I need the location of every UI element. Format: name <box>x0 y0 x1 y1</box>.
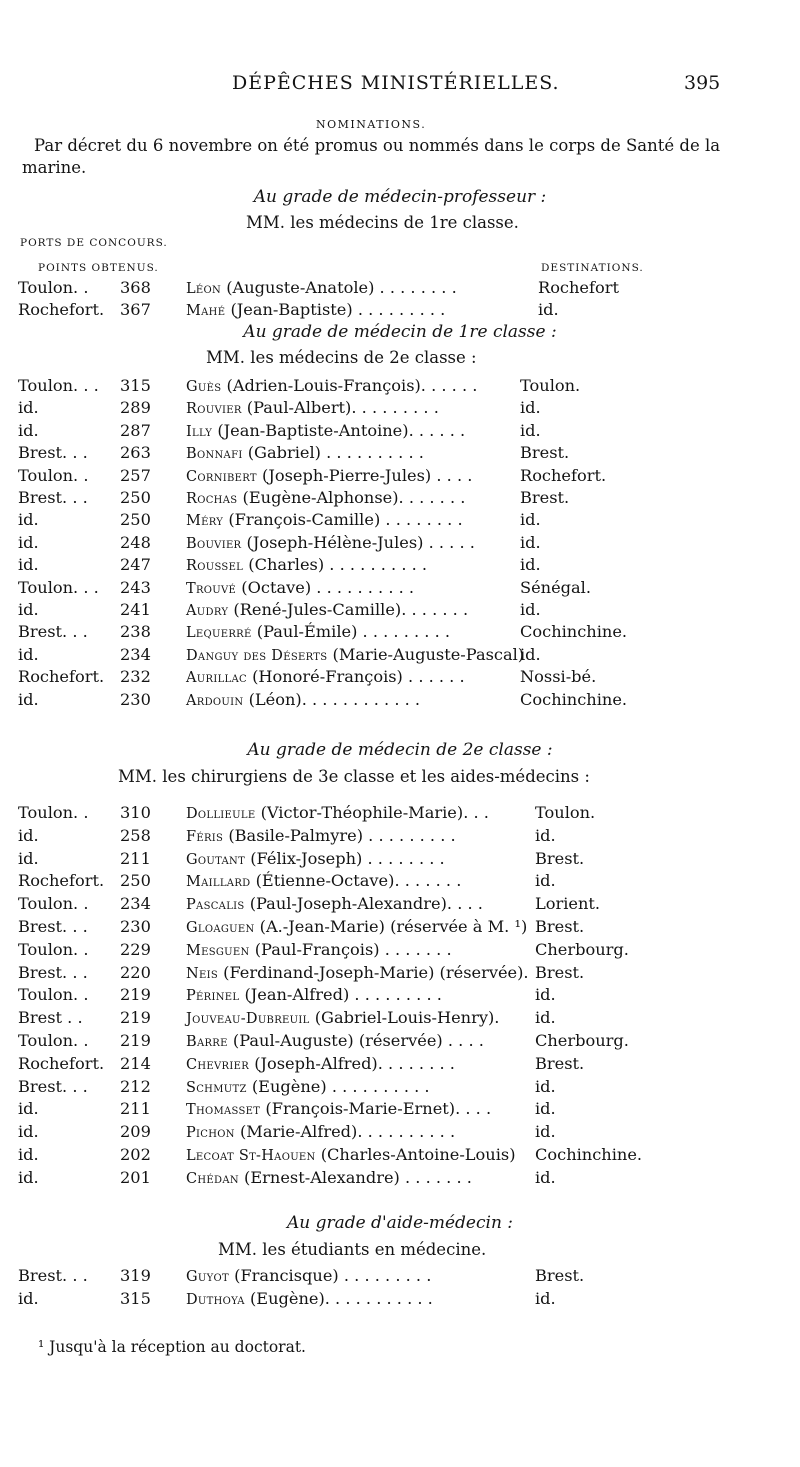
nomination-row <box>18 849 778 871</box>
nomination-row <box>18 1008 778 1030</box>
destination: Brest. <box>535 848 585 868</box>
given-names: (Joseph-Pierre-Jules) . . . . <box>256 465 473 485</box>
column-header-destinations: DESTINATIONS. <box>541 262 644 274</box>
grade-subheading: MM. les étudiants en médecine. <box>218 1240 487 1259</box>
destination: Lorient. <box>535 894 601 914</box>
points-obtained: 263 <box>120 443 151 463</box>
destination: id. <box>535 1288 556 1308</box>
points-obtained: 319 <box>120 1266 151 1285</box>
destination: id. <box>535 985 556 1005</box>
nomination-row <box>18 871 778 893</box>
destination: Rochefort. <box>520 465 607 485</box>
physician-name <box>186 940 452 959</box>
destination: id. <box>535 1167 556 1187</box>
grade-subheading: MM. les médecins de 1re classe. <box>246 213 519 232</box>
physician-name <box>186 1168 472 1187</box>
nomination-row <box>18 963 778 985</box>
nomination-row <box>18 600 778 622</box>
surname: Danguy des Déserts <box>186 647 328 664</box>
given-names: (Adrien-Louis-François). . . . . . <box>221 376 478 395</box>
physician-name <box>186 622 450 641</box>
points-obtained: 248 <box>120 532 151 552</box>
given-names: (François-Marie-Ernet). . . . <box>260 1099 492 1119</box>
grade-heading: Au grade de médecin de 2e classe : <box>247 740 553 760</box>
points-obtained: 211 <box>120 848 151 868</box>
given-names: (Victor-Théophile-Marie). . . <box>255 803 489 822</box>
physician-name <box>186 488 465 507</box>
port-of-competition: id. <box>18 644 39 664</box>
nomination-row <box>18 622 778 644</box>
points-obtained: 230 <box>120 689 151 709</box>
port-of-competition: Toulon. . <box>18 939 89 959</box>
surname: Rochas <box>186 491 238 507</box>
points-obtained: 367 <box>120 300 151 319</box>
destination: id. <box>520 644 541 664</box>
surname: Thomasset <box>186 1102 261 1119</box>
points-obtained: 247 <box>120 555 151 575</box>
port-of-competition: id. <box>18 600 39 619</box>
given-names: (Francisque) . . . . . . . . . <box>228 1266 432 1285</box>
surname: Méry <box>186 513 224 530</box>
destination: id. <box>535 825 556 845</box>
physician-name <box>186 555 427 574</box>
physician-name <box>186 985 442 1004</box>
surname: Schmutz <box>186 1079 247 1096</box>
column-header-ports: PORTS DE CONCOURS. <box>20 237 168 249</box>
physician-name <box>186 1122 455 1141</box>
destination: Cochinchine. <box>535 1145 643 1164</box>
surname: Audry <box>186 603 229 619</box>
nomination-row <box>18 510 778 532</box>
port-of-competition: Toulon. . . <box>18 577 99 597</box>
port-of-competition: Toulon. . <box>18 985 89 1005</box>
points-obtained: 219 <box>120 1008 151 1028</box>
destination: Brest. <box>535 1053 585 1073</box>
physician-name <box>186 510 463 529</box>
physician-name <box>186 645 524 664</box>
port-of-competition: Toulon. . . <box>18 376 99 395</box>
grade-subheading: MM. les chirurgiens de 3e classe et les aides-médecins : <box>118 767 590 786</box>
surname: Gloaguen <box>186 920 255 936</box>
port-of-competition: Rochefort. <box>18 667 105 687</box>
nomination-row <box>18 488 778 510</box>
given-names: (Jean-Alfred) . . . . . . . . . <box>239 985 442 1005</box>
destination: id. <box>535 1099 556 1119</box>
port-of-competition: Brest. . . <box>18 488 88 507</box>
physician-name <box>186 376 477 395</box>
given-names: (Octave) . . . . . . . . . . <box>236 577 415 597</box>
points-obtained: 315 <box>120 376 151 395</box>
physician-name <box>186 894 483 913</box>
surname: Chédan <box>186 1170 239 1187</box>
nomination-row <box>18 533 778 555</box>
nomination-row <box>18 578 778 600</box>
footnote: ¹ Jusqu'à la réception au doctorat. <box>38 1338 306 1356</box>
port-of-competition: Rochefort. <box>18 300 105 319</box>
port-of-competition: id. <box>18 1122 39 1142</box>
nomination-row <box>18 398 778 420</box>
nomination-row <box>18 1289 778 1311</box>
surname: Bouvier <box>186 535 242 552</box>
port-of-competition: Brest. . . <box>18 443 88 463</box>
destination: Toulon. <box>535 803 596 822</box>
destination: Brest. <box>535 917 585 936</box>
port-of-competition: id. <box>18 420 39 440</box>
destination: Nossi-bé. <box>520 667 597 687</box>
points-obtained: 230 <box>120 917 151 936</box>
destination: id. <box>520 420 541 440</box>
surname: Lequerré <box>186 625 252 642</box>
given-names: (Ferdinand-Joseph-Marie) (réservée). <box>218 962 529 982</box>
column-header-points: POINTS OBTENUS. <box>38 262 159 274</box>
surname: Mahé <box>186 303 226 319</box>
given-names: (François-Camille) . . . . . . . . <box>223 510 463 530</box>
destination: Brest. <box>535 962 585 982</box>
nomination-row <box>18 1031 778 1053</box>
physician-name <box>186 963 529 982</box>
given-names: (Ernest-Alexandre) . . . . . . . <box>238 1167 472 1187</box>
physician-name <box>186 1099 491 1118</box>
destination: id. <box>535 871 556 891</box>
given-names: (Léon). . . . . . . . . . . . <box>243 689 421 709</box>
physician-name <box>186 1031 484 1050</box>
destination: Cherbourg. <box>535 1031 629 1050</box>
physician-name <box>186 803 489 822</box>
points-obtained: 238 <box>120 622 151 642</box>
points-obtained: 250 <box>120 871 151 891</box>
nomination-row <box>18 894 778 916</box>
destination: id. <box>535 1122 556 1142</box>
physician-name <box>186 1289 433 1308</box>
points-obtained: 243 <box>120 577 151 597</box>
surname: Chevrier <box>186 1056 250 1073</box>
points-obtained: 258 <box>120 825 151 845</box>
nomination-row <box>18 645 778 667</box>
port-of-competition: id. <box>18 510 39 530</box>
given-names: (Félix-Joseph) . . . . . . . . <box>245 848 445 868</box>
port-of-competition: Toulon. . <box>18 278 89 297</box>
given-names: (Charles-Antoine-Louis) <box>315 1145 516 1164</box>
points-obtained: 257 <box>120 465 151 485</box>
points-obtained: 219 <box>120 1031 151 1050</box>
destination: Cochinchine. <box>520 622 628 642</box>
given-names: (Eugène). . . . . . . . . . . <box>244 1288 433 1308</box>
given-names: (Paul-Joseph-Alexandre). . . . <box>244 894 483 914</box>
surname: Maillard <box>186 874 251 891</box>
given-names: (Eugène) . . . . . . . . . . <box>246 1076 430 1096</box>
nomination-row <box>18 1077 778 1099</box>
port-of-competition: id. <box>18 825 39 845</box>
surname: Guyot <box>186 1269 229 1285</box>
points-obtained: 209 <box>120 1122 151 1142</box>
nomination-row <box>18 690 778 712</box>
physician-name <box>186 466 472 485</box>
points-obtained: 250 <box>120 510 151 530</box>
port-of-competition: Brest. . . <box>18 917 88 936</box>
physician-name <box>186 398 439 417</box>
port-of-competition: Brest . . <box>18 1008 83 1028</box>
destination: Brest. <box>535 1266 585 1285</box>
destination: id. <box>535 1076 556 1096</box>
surname: Illy <box>186 423 213 440</box>
nomination-row <box>18 940 778 962</box>
nomination-row <box>18 466 778 488</box>
port-of-competition: Rochefort. <box>18 1053 105 1073</box>
nomination-row <box>18 826 778 848</box>
physician-name <box>186 533 475 552</box>
physician-name <box>186 1008 499 1027</box>
destination: id. <box>520 398 541 418</box>
surname: Neis <box>186 965 218 982</box>
physician-name <box>186 600 468 619</box>
port-of-competition: id. <box>18 532 39 552</box>
surname: Bonnafi <box>186 446 243 463</box>
points-obtained: 250 <box>120 488 151 507</box>
port-of-competition: Brest. . . <box>18 1266 88 1285</box>
given-names: (Gabriel-Louis-Henry). <box>309 1008 500 1028</box>
physician-name <box>186 917 527 936</box>
surname: Duthoya <box>186 1291 245 1308</box>
surname: Goutant <box>186 851 246 868</box>
port-of-competition: id. <box>18 1099 39 1119</box>
destination: Rochefort <box>538 278 619 297</box>
points-obtained: 310 <box>120 803 151 822</box>
destination: Sénégal. <box>520 577 592 597</box>
port-of-competition: id. <box>18 848 39 868</box>
surname: Mesguen <box>186 942 250 959</box>
points-obtained: 211 <box>120 1099 151 1119</box>
port-of-competition: id. <box>18 689 39 709</box>
nomination-row <box>18 278 778 300</box>
given-names: (Joseph-Hélène-Jules) . . . . . <box>241 532 475 552</box>
surname: Rouvier <box>186 401 242 418</box>
surname: Ardouin <box>186 692 244 709</box>
destination: id. <box>538 300 559 319</box>
given-names: (Jean-Baptiste-Antoine). . . . . . <box>212 420 466 440</box>
destination: Brest. <box>520 443 570 463</box>
given-names: (Jean-Baptiste) . . . . . . . . . <box>225 300 446 319</box>
surname: Pichon <box>186 1125 235 1142</box>
port-of-competition: id. <box>18 555 39 575</box>
grade-subheading: MM. les médecins de 2e classe : <box>206 348 477 367</box>
given-names: (Eugène-Alphonse). . . . . . . <box>237 488 466 507</box>
physician-name <box>186 1145 516 1164</box>
given-names: (Honoré-François) . . . . . . <box>246 667 465 687</box>
nomination-row <box>18 1266 778 1288</box>
physician-name <box>186 1054 455 1073</box>
destination: Brest. <box>520 488 570 507</box>
running-title: DÉPÊCHES MINISTÉRIELLES. <box>232 72 560 94</box>
physician-name <box>186 690 420 709</box>
port-of-competition: Brest. . . <box>18 962 88 982</box>
given-names: (A.-Jean-Marie) (réservée à M. ¹) <box>254 917 528 936</box>
surname: Trouvé <box>186 580 237 597</box>
nomination-row <box>18 421 778 443</box>
points-obtained: 212 <box>120 1076 151 1096</box>
destination: id. <box>520 600 541 619</box>
surname: Cornibert <box>186 468 257 485</box>
given-names: (Marie-Auguste-Pascal) <box>327 644 525 664</box>
destination: id. <box>520 532 541 552</box>
nomination-row <box>18 917 778 939</box>
given-names: (Paul-François) . . . . . . . <box>249 939 452 959</box>
physician-name <box>186 826 456 845</box>
port-of-competition: Rochefort. <box>18 871 105 891</box>
given-names: (Basile-Palmyre) . . . . . . . . . <box>223 825 456 845</box>
physician-name <box>186 667 465 686</box>
points-obtained: 368 <box>120 278 151 297</box>
points-obtained: 234 <box>120 644 151 664</box>
points-obtained: 241 <box>120 600 151 619</box>
nomination-row <box>18 376 778 398</box>
points-obtained: 287 <box>120 420 151 440</box>
nomination-row <box>18 1122 778 1144</box>
surname: Jouveau-Dubreuil <box>186 1011 310 1028</box>
given-names: (Charles) . . . . . . . . . . <box>243 555 428 575</box>
given-names: (Paul-Émile) . . . . . . . . . <box>251 622 451 642</box>
surname: Barre <box>186 1034 228 1050</box>
points-obtained: 220 <box>120 962 151 982</box>
physician-name <box>186 578 414 597</box>
destination: Cherbourg. <box>535 939 629 959</box>
points-obtained: 315 <box>120 1288 151 1308</box>
destination: Cochinchine. <box>520 689 628 709</box>
nomination-row <box>18 803 778 825</box>
port-of-competition: Toulon. . <box>18 465 89 485</box>
destination: id. <box>520 555 541 575</box>
grade-heading: Au grade de médecin-professeur : <box>253 187 547 207</box>
physician-name <box>186 278 457 297</box>
given-names: (Paul-Albert). . . . . . . . . <box>241 398 439 418</box>
given-names: (Étienne-Octave). . . . . . . <box>250 871 462 891</box>
surname: Léon <box>186 281 222 297</box>
nomination-row <box>18 985 778 1007</box>
port-of-competition: Toulon. . <box>18 803 89 822</box>
physician-name <box>186 1266 431 1285</box>
surname: Lecoat St-Haouen <box>186 1148 316 1164</box>
physician-name <box>186 421 465 440</box>
nomination-row <box>18 1099 778 1121</box>
destination: id. <box>520 510 541 530</box>
physician-name <box>186 300 445 319</box>
port-of-competition: id. <box>18 1145 39 1164</box>
points-obtained: 201 <box>120 1167 151 1187</box>
nomination-row <box>18 667 778 689</box>
surname: Dollieule <box>186 806 256 822</box>
nomination-row <box>18 1054 778 1076</box>
nomination-row <box>18 1168 778 1190</box>
surname: Aurillac <box>186 670 247 687</box>
points-obtained: 219 <box>120 985 151 1005</box>
points-obtained: 229 <box>120 939 151 959</box>
points-obtained: 202 <box>120 1145 151 1164</box>
port-of-competition: Brest. . . <box>18 622 88 642</box>
port-of-competition: id. <box>18 1288 39 1308</box>
surname: Périnel <box>186 988 240 1005</box>
nomination-row <box>18 555 778 577</box>
destination: Toulon. <box>520 376 581 395</box>
grade-heading: Au grade de médecin de 1re classe : <box>243 322 557 342</box>
port-of-competition: Brest. . . <box>18 1076 88 1096</box>
points-obtained: 232 <box>120 667 151 687</box>
nomination-row <box>18 1145 778 1167</box>
physician-name <box>186 871 461 890</box>
grade-heading: Au grade d'aide-médecin : <box>286 1213 514 1233</box>
given-names: (Paul-Auguste) (réservée) . . . . <box>227 1031 484 1050</box>
surname: Féris <box>186 828 224 845</box>
port-of-competition: id. <box>18 1167 39 1187</box>
surname: Roussel <box>186 558 244 575</box>
points-obtained: 214 <box>120 1053 151 1073</box>
given-names: (Auguste-Anatole) . . . . . . . . <box>221 278 457 297</box>
section-title: NOMINATIONS. <box>316 118 427 131</box>
destination: id. <box>535 1008 556 1028</box>
given-names: (Gabriel) . . . . . . . . . . <box>242 443 424 463</box>
physician-name <box>186 1077 430 1096</box>
given-names: (Joseph-Alfred). . . . . . . . <box>249 1053 455 1073</box>
physician-name <box>186 443 424 462</box>
given-names: (René-Jules-Camille). . . . . . . <box>228 600 469 619</box>
points-obtained: 289 <box>120 398 151 418</box>
nomination-row <box>18 300 778 322</box>
intro-paragraph: Par décret du 6 novembre on été promus ou nommés dans le corps de Santé de la marine. <box>22 136 721 177</box>
physician-name <box>186 849 445 868</box>
page-number: 395 <box>684 72 721 94</box>
port-of-competition: Toulon. . <box>18 894 89 914</box>
points-obtained: 234 <box>120 894 151 914</box>
port-of-competition: id. <box>18 398 39 418</box>
surname: Pascalis <box>186 897 245 914</box>
port-of-competition: Toulon. . <box>18 1031 89 1050</box>
nomination-row <box>18 443 778 465</box>
given-names: (Marie-Alfred). . . . . . . . . . <box>234 1122 456 1142</box>
surname: Guès <box>186 379 222 395</box>
